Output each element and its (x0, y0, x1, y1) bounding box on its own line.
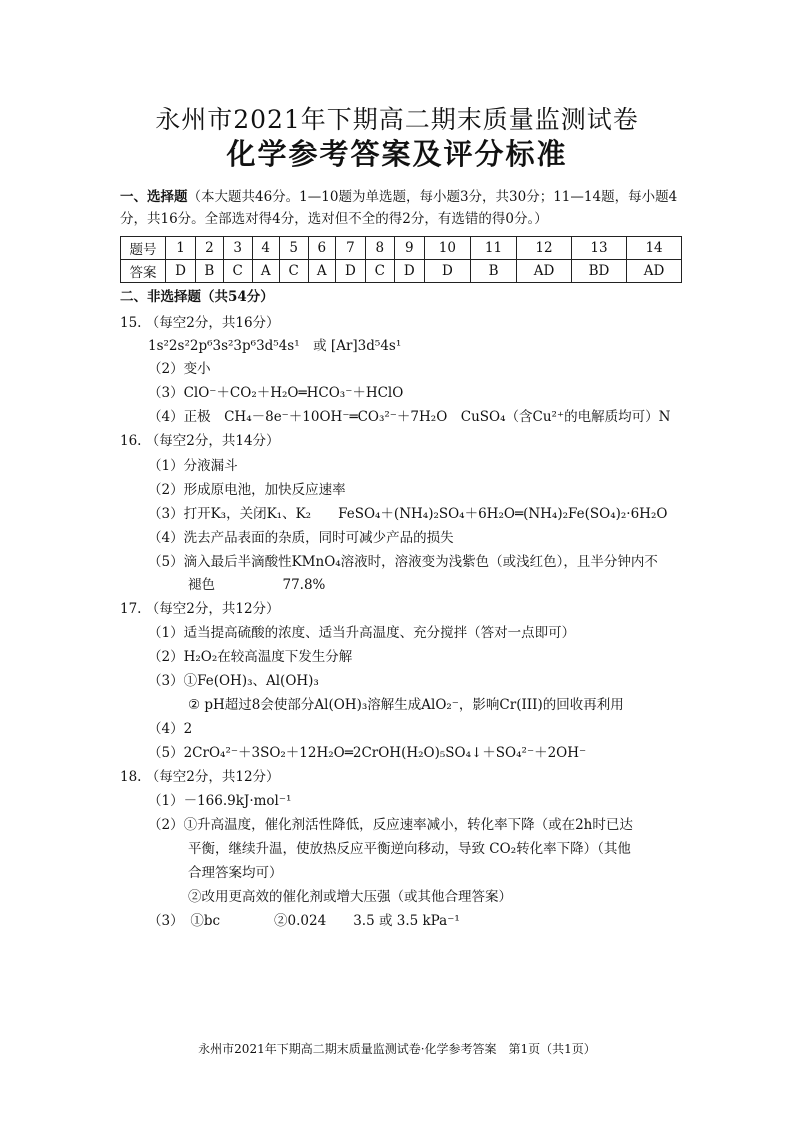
q16-answer-5-cont: 褪色 77.8% (188, 577, 326, 593)
table-cell: 13 (571, 237, 626, 260)
table-cell: 6 (308, 237, 335, 260)
q18-answer-1: （1）－166.9kJ·mol⁻¹ (148, 793, 292, 809)
table-cell: 8 (365, 237, 394, 260)
table-cell: B (470, 260, 516, 283)
table-cell: 1 (166, 237, 196, 260)
q18-answer-2-part2: ②改用更高效的催化剂或增大压强（或其他合理答案） (188, 889, 512, 905)
table-cell: D (394, 260, 424, 283)
q17-answer-3: （3）①Fe(OH)₃、Al(OH)₃ (148, 673, 319, 689)
table-header-number: 题号 (121, 237, 166, 260)
table-cell: 3 (223, 237, 252, 260)
answer-key-title: 化学参考答案及评分标准 (226, 137, 568, 171)
table-cell: B (196, 260, 224, 283)
table-cell: 4 (252, 237, 279, 260)
q18-heading: 18. （每空2分，共12分） (120, 769, 280, 785)
table-cell: 2 (196, 237, 224, 260)
q15-heading: 15. （每空2分，共16分） (120, 315, 280, 331)
q16-answer-5: （5）滴入最后半滴酸性KMnO₄溶液时，溶液变为浅紫色（或浅红色），且半分钟内不 (148, 554, 658, 570)
table-cell: A (252, 260, 279, 283)
answer-table (120, 236, 682, 283)
answer-table-row-numbers (121, 237, 682, 260)
table-cell: A (308, 260, 335, 283)
section-choice-label: 一、选择题 (120, 189, 188, 205)
q16-answer-2: （2）形成原电池，加快反应速率 (148, 482, 346, 498)
q16-heading: 16. （每空2分，共14分） (120, 433, 280, 449)
answer-table-row-answers (121, 260, 682, 283)
table-cell: C (365, 260, 394, 283)
q16-answer-3: （3）打开K₃，关闭K₁、K₂ FeSO₄＋(NH₄)₂SO₄＋6H₂O═(NH₄)₂Fe(SO₄)₂·6H₂O (148, 506, 668, 522)
q17-answer-2: （2）H₂O₂在较高温度下发生分解 (148, 649, 353, 665)
q18-answer-2-cont1: 平衡，继续升温，使放热反应平衡逆向移动，导致 CO₂转化率下降）（其他 (188, 841, 631, 857)
section-choice-intro (120, 186, 690, 230)
table-cell: C (279, 260, 308, 283)
table-cell: C (223, 260, 252, 283)
table-cell: 14 (627, 237, 682, 260)
q16-answer-1: （1）分液漏斗 (148, 458, 238, 474)
section-choice-desc: （本大题共46分。1—10题为单选题，每小题3分，共30分；11—14题，每小题4分，共16分。全部选对得4分，选对但不全的得2分，有选错的得0分。） (120, 189, 678, 227)
table-cell: 5 (279, 237, 308, 260)
q15-answer-3: （3）ClO⁻＋CO₂＋H₂O═HCO₃⁻＋HClO (148, 385, 404, 401)
q15-answer-1: 1s²2s²2p⁶3s²3p⁶3d⁵4s¹ 或 [Ar]3d⁵4s¹ (148, 338, 402, 354)
q18-answer-3: （3） ①bc ②0.024 3.5 或 3.5 kPa⁻¹ (148, 913, 460, 929)
q15-answer-2: （2）变小 (148, 361, 211, 377)
table-cell: 9 (394, 237, 424, 260)
table-cell: AD (627, 260, 682, 283)
section-nonchoice-label: 二、非选择题（共54分） (120, 289, 274, 305)
q17-heading: 17. （每空2分，共12分） (120, 601, 280, 617)
q17-answer-4: （4）2 (148, 721, 193, 737)
q18-answer-2-cont2: 合理答案均可） (188, 865, 283, 881)
q17-answer-5: （5）2CrO₄²⁻＋3SO₂＋12H₂O═2CrOH(H₂O)₅SO₄↓＋SO₄²⁻＋2OH⁻ (148, 745, 587, 761)
table-cell: D (166, 260, 196, 283)
table-cell: D (424, 260, 470, 283)
table-header-answer: 答案 (121, 260, 166, 283)
table-cell: 7 (335, 237, 365, 260)
table-cell: D (335, 260, 365, 283)
table-cell: 12 (517, 237, 572, 260)
table-cell: 11 (470, 237, 516, 260)
exam-title: 永州市2021年下期高二期末质量监测试卷 (155, 105, 639, 134)
table-cell: BD (571, 260, 626, 283)
page-footer: 永州市2021年下期高二期末质量监测试卷·化学参考答案 第1页（共1页） (198, 1042, 596, 1056)
table-cell: AD (517, 260, 572, 283)
q17-answer-3-part2: ② pH超过8会使部分Al(OH)₃溶解生成AlO₂⁻，影响Cr(III)的回收再利用 (188, 697, 624, 713)
q16-answer-4: （4）洗去产品表面的杂质，同时可减少产品的损失 (148, 530, 454, 546)
q17-answer-1: （1）适当提高硫酸的浓度、适当升高温度、充分搅拌（答对一点即可） (148, 625, 576, 641)
table-cell: 10 (424, 237, 470, 260)
q18-answer-2: （2）①升高温度，催化剂活性降低，反应速率减小，转化率下降（或在2h时已达 (148, 817, 633, 833)
q15-answer-4: （4）正极 CH₄－8e⁻＋10OH⁻═CO₃²⁻＋7H₂O CuSO₄（含Cu²⁺的电解质均可）N (148, 409, 671, 425)
